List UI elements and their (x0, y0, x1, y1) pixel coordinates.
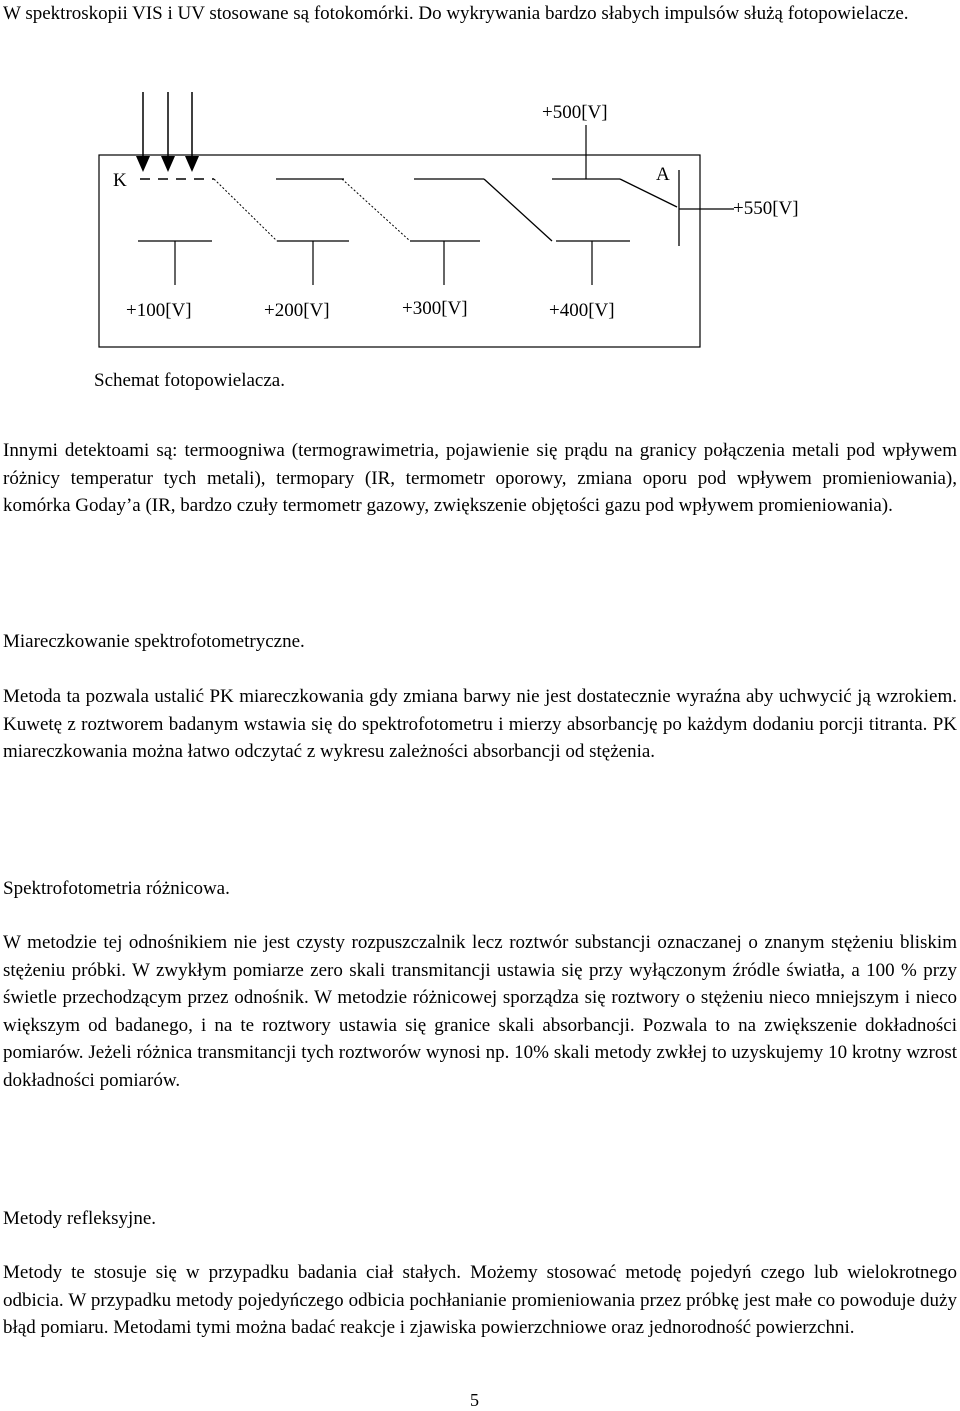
voltage-500-label: +500[V] (542, 102, 608, 123)
cathode-label: K (113, 170, 127, 191)
detectors-paragraph: Innymi detektoami są: termoogniwa (termograwimetria, pojawienie się prądu na granicy połączenia metali pod wpływem różnicy temperatur tych metali), termopary (IR, termometr oporowy, zmiana oporu pod wpływem promieniowania), komórka Goday’a (IR, bardzo czuły termometr gazowy, zwiększenie objętości gazu pod wpływem promieniowania). (3, 440, 957, 516)
electron-path-3 (484, 179, 552, 241)
intro-paragraph: W spektroskopii VIS i UV stosowane są fotokomórki. Do wykrywania bardzo słabych impulsów służą fotopowielacze. (3, 3, 909, 24)
diagram-caption: Schemat fotopowielacza. (94, 370, 285, 391)
titration-paragraph: Metoda ta pozwala ustalić PK miareczkowania gdy zmiana barwy nie jest dostatecznie wyraźna aby uchwycić ją wzrokiem. Kuwetę z roztworem badanym wstawia się do spektrofotometru i mierzy absorbancję po każdym dodaniu porcji titranta. PK miareczkowania można łatwo odczytać z wykresu zależności absorbancji od stężenia. (3, 686, 957, 762)
voltage-550-label: +550[V] (733, 198, 799, 219)
voltage-200-label: +200[V] (264, 300, 330, 321)
electron-path-1 (214, 179, 277, 241)
voltage-300-label: +300[V] (402, 298, 468, 319)
electron-path-2 (342, 179, 410, 241)
photomultiplier-diagram (0, 80, 960, 400)
reflective-paragraph: Metody te stosuje się w przypadku badania ciał stałych. Możemy stosować metodę pojedyń czego lub wielokrotnego odbicia. W przypadku metody pojedyńczego odbicia pochłanianie promieniowania przez próbkę jest małe co powoduje duży błąd pomiaru. Metodami tymi można badać reakcje i zjawiska powierzchniowe oraz jednorodność powierzchni. (3, 1262, 957, 1338)
page-number: 5 (470, 1390, 479, 1410)
voltage-400-label: +400[V] (549, 300, 615, 321)
anode-label: A (656, 164, 670, 185)
section-heading-differential: Spektrofotometria różnicowa. (3, 878, 230, 899)
light-arrows-icon (136, 92, 199, 172)
section-heading-reflective: Metody refleksyjne. (3, 1208, 157, 1229)
voltage-100-label: +100[V] (126, 300, 192, 321)
section-heading-titration: Miareczkowanie spektrofotometryczne. (3, 631, 305, 652)
differential-paragraph: W metodzie tej odnośnikiem nie jest czysty rozpuszczalnik lecz roztwór substancji oznaczanej o znanym stężeniu bliskim stężeniu próbki. W zwykłym pomiarze zero skali transmitancji ustawia się przy wyłączonym źródle światła, a 100 % przy świetle przechodzącym przez odnośnik. W metodzie różnicowej sporządza się roztwory o stężeniu nieco mniejszym i nieco większym od badanego, i na te roztwory ustawia się granice skali absorbancji. Pozwala to na zwiększenie dokładności pomiarów. Jeżeli różnica transmitancji tych roztworów wynosi np. 10% skali metody zwkłej to uzyskujemy 10 krotny wzrost dokładności pomiarów. (3, 932, 957, 1091)
